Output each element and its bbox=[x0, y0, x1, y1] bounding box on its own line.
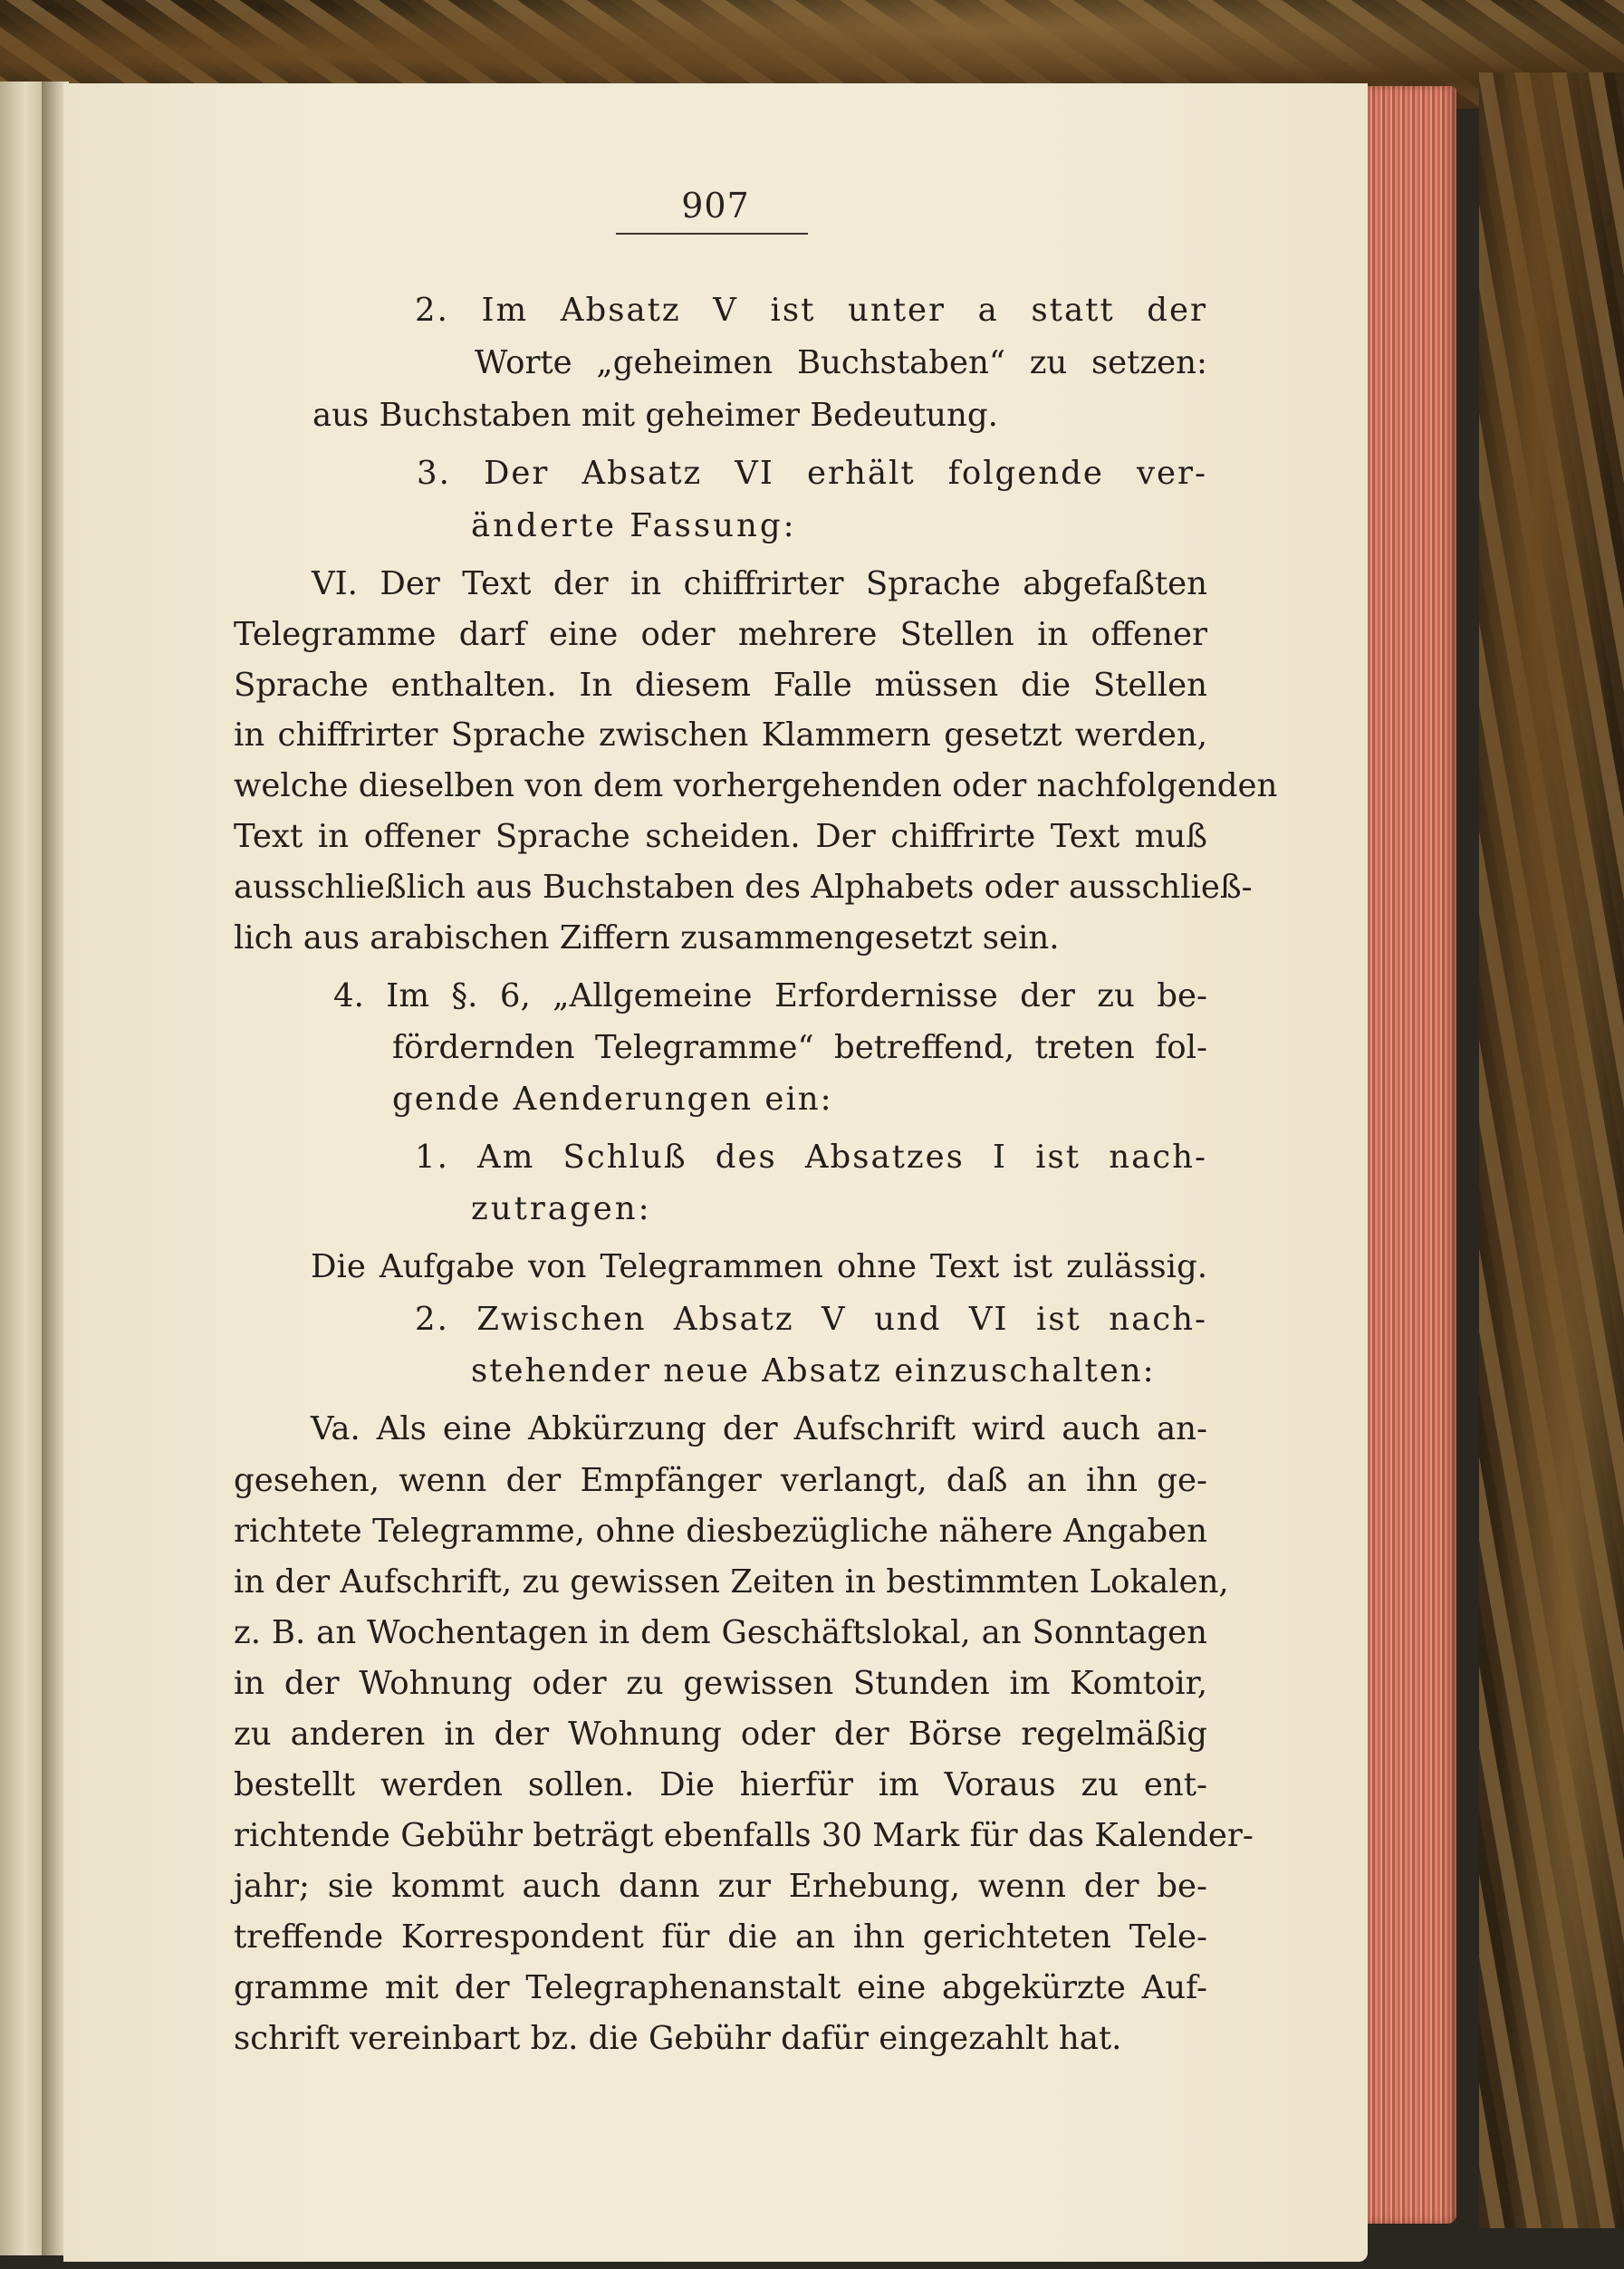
text-line: jahr; sie kommt auch dann zur Erhebung, wenn der be- bbox=[234, 1868, 1207, 1905]
text-line: bestellt werden sollen. Die hierfür im Voraus zu ent- bbox=[234, 1766, 1207, 1803]
text-line: änderte Fassung: bbox=[471, 507, 797, 544]
text-line: Worte „geheimen Buchstaben“ zu setzen: bbox=[475, 344, 1207, 381]
text-line: 2. Zwischen Absatz V und VI ist nach- bbox=[415, 1301, 1207, 1338]
page-number: 907 bbox=[681, 186, 750, 226]
text-line: Va. Als eine Abkürzung der Aufschrift wird auch an- bbox=[311, 1410, 1207, 1447]
text-line: Telegramme darf eine oder mehrere Stellen in offener bbox=[234, 616, 1207, 653]
text-line: in der Aufschrift, zu gewissen Zeiten in bestimmten Lokalen, bbox=[234, 1563, 1229, 1601]
text-line: treffende Korrespondent für die an ihn gerichteten Tele- bbox=[234, 1918, 1207, 1956]
text-line: in der Wohnung oder zu gewissen Stunden im Komtoir, bbox=[234, 1665, 1207, 1702]
text-line: welche dieselben von dem vorhergehenden oder nachfolgenden bbox=[234, 767, 1278, 804]
text-line: 4. Im §. 6, „Allgemeine Erfordernisse der zu be- bbox=[333, 977, 1207, 1014]
text-line: lich aus arabischen Ziffern zusammengesetzt sein. bbox=[234, 919, 1060, 957]
text-line: fördernden Telegramme“ betreffend, treten fol- bbox=[392, 1029, 1207, 1066]
text-line: Sprache enthalten. In diesem Falle müssen die Stellen bbox=[234, 667, 1207, 704]
red-page-edges bbox=[1368, 86, 1456, 2224]
facing-page-edge bbox=[0, 82, 44, 2255]
text-line: richtete Telegramme, ohne diesbezügliche nähere Angaben bbox=[234, 1513, 1207, 1550]
page-number-rule bbox=[616, 233, 808, 235]
text-line: 3. Der Absatz VI erhält folgende ver- bbox=[417, 455, 1207, 492]
text-line: stehender neue Absatz einzuschalten: bbox=[471, 1352, 1156, 1389]
text-line: schrift vereinbart bz. die Gebühr dafür eingezahlt hat. bbox=[234, 2020, 1122, 2057]
marbled-cover-right bbox=[1479, 72, 1624, 2228]
text-line: gesehen, wenn der Empfänger verlangt, daß an ihn ge- bbox=[234, 1462, 1207, 1499]
text-line: Die Aufgabe von Telegrammen ohne Text ist zulässig. bbox=[311, 1248, 1207, 1285]
text-line: z. B. an Wochentagen in dem Geschäftslokal, an Sonntagen bbox=[234, 1614, 1207, 1651]
text-line: 1. Am Schluß des Absatzes I ist nach- bbox=[415, 1139, 1207, 1176]
text-line: gramme mit der Telegraphenanstalt eine abgekürzte Auf- bbox=[234, 1969, 1207, 2006]
text-line: zu anderen in der Wohnung oder der Börse regelmäßig bbox=[234, 1716, 1207, 1753]
text-line: VI. Der Text der in chiffrirter Sprache abgefaßten bbox=[312, 565, 1207, 602]
text-line: gende Aenderungen ein: bbox=[392, 1081, 833, 1118]
text-line: Text in offener Sprache scheiden. Der chiffrirte Text muß bbox=[234, 818, 1207, 855]
text-line: richtende Gebühr beträgt ebenfalls 30 Mark für das Kalender- bbox=[234, 1817, 1254, 1854]
text-line: 2. Im Absatz V ist unter a statt der bbox=[415, 292, 1207, 329]
text-line: in chiffrirter Sprache zwischen Klammern gesetzt werden, bbox=[234, 716, 1207, 754]
text-line: ausschließlich aus Buchstaben des Alphabets oder ausschließ- bbox=[234, 869, 1253, 906]
text-line: aus Buchstaben mit geheimer Bedeutung. bbox=[312, 397, 998, 434]
text-line: zutragen: bbox=[471, 1190, 652, 1227]
